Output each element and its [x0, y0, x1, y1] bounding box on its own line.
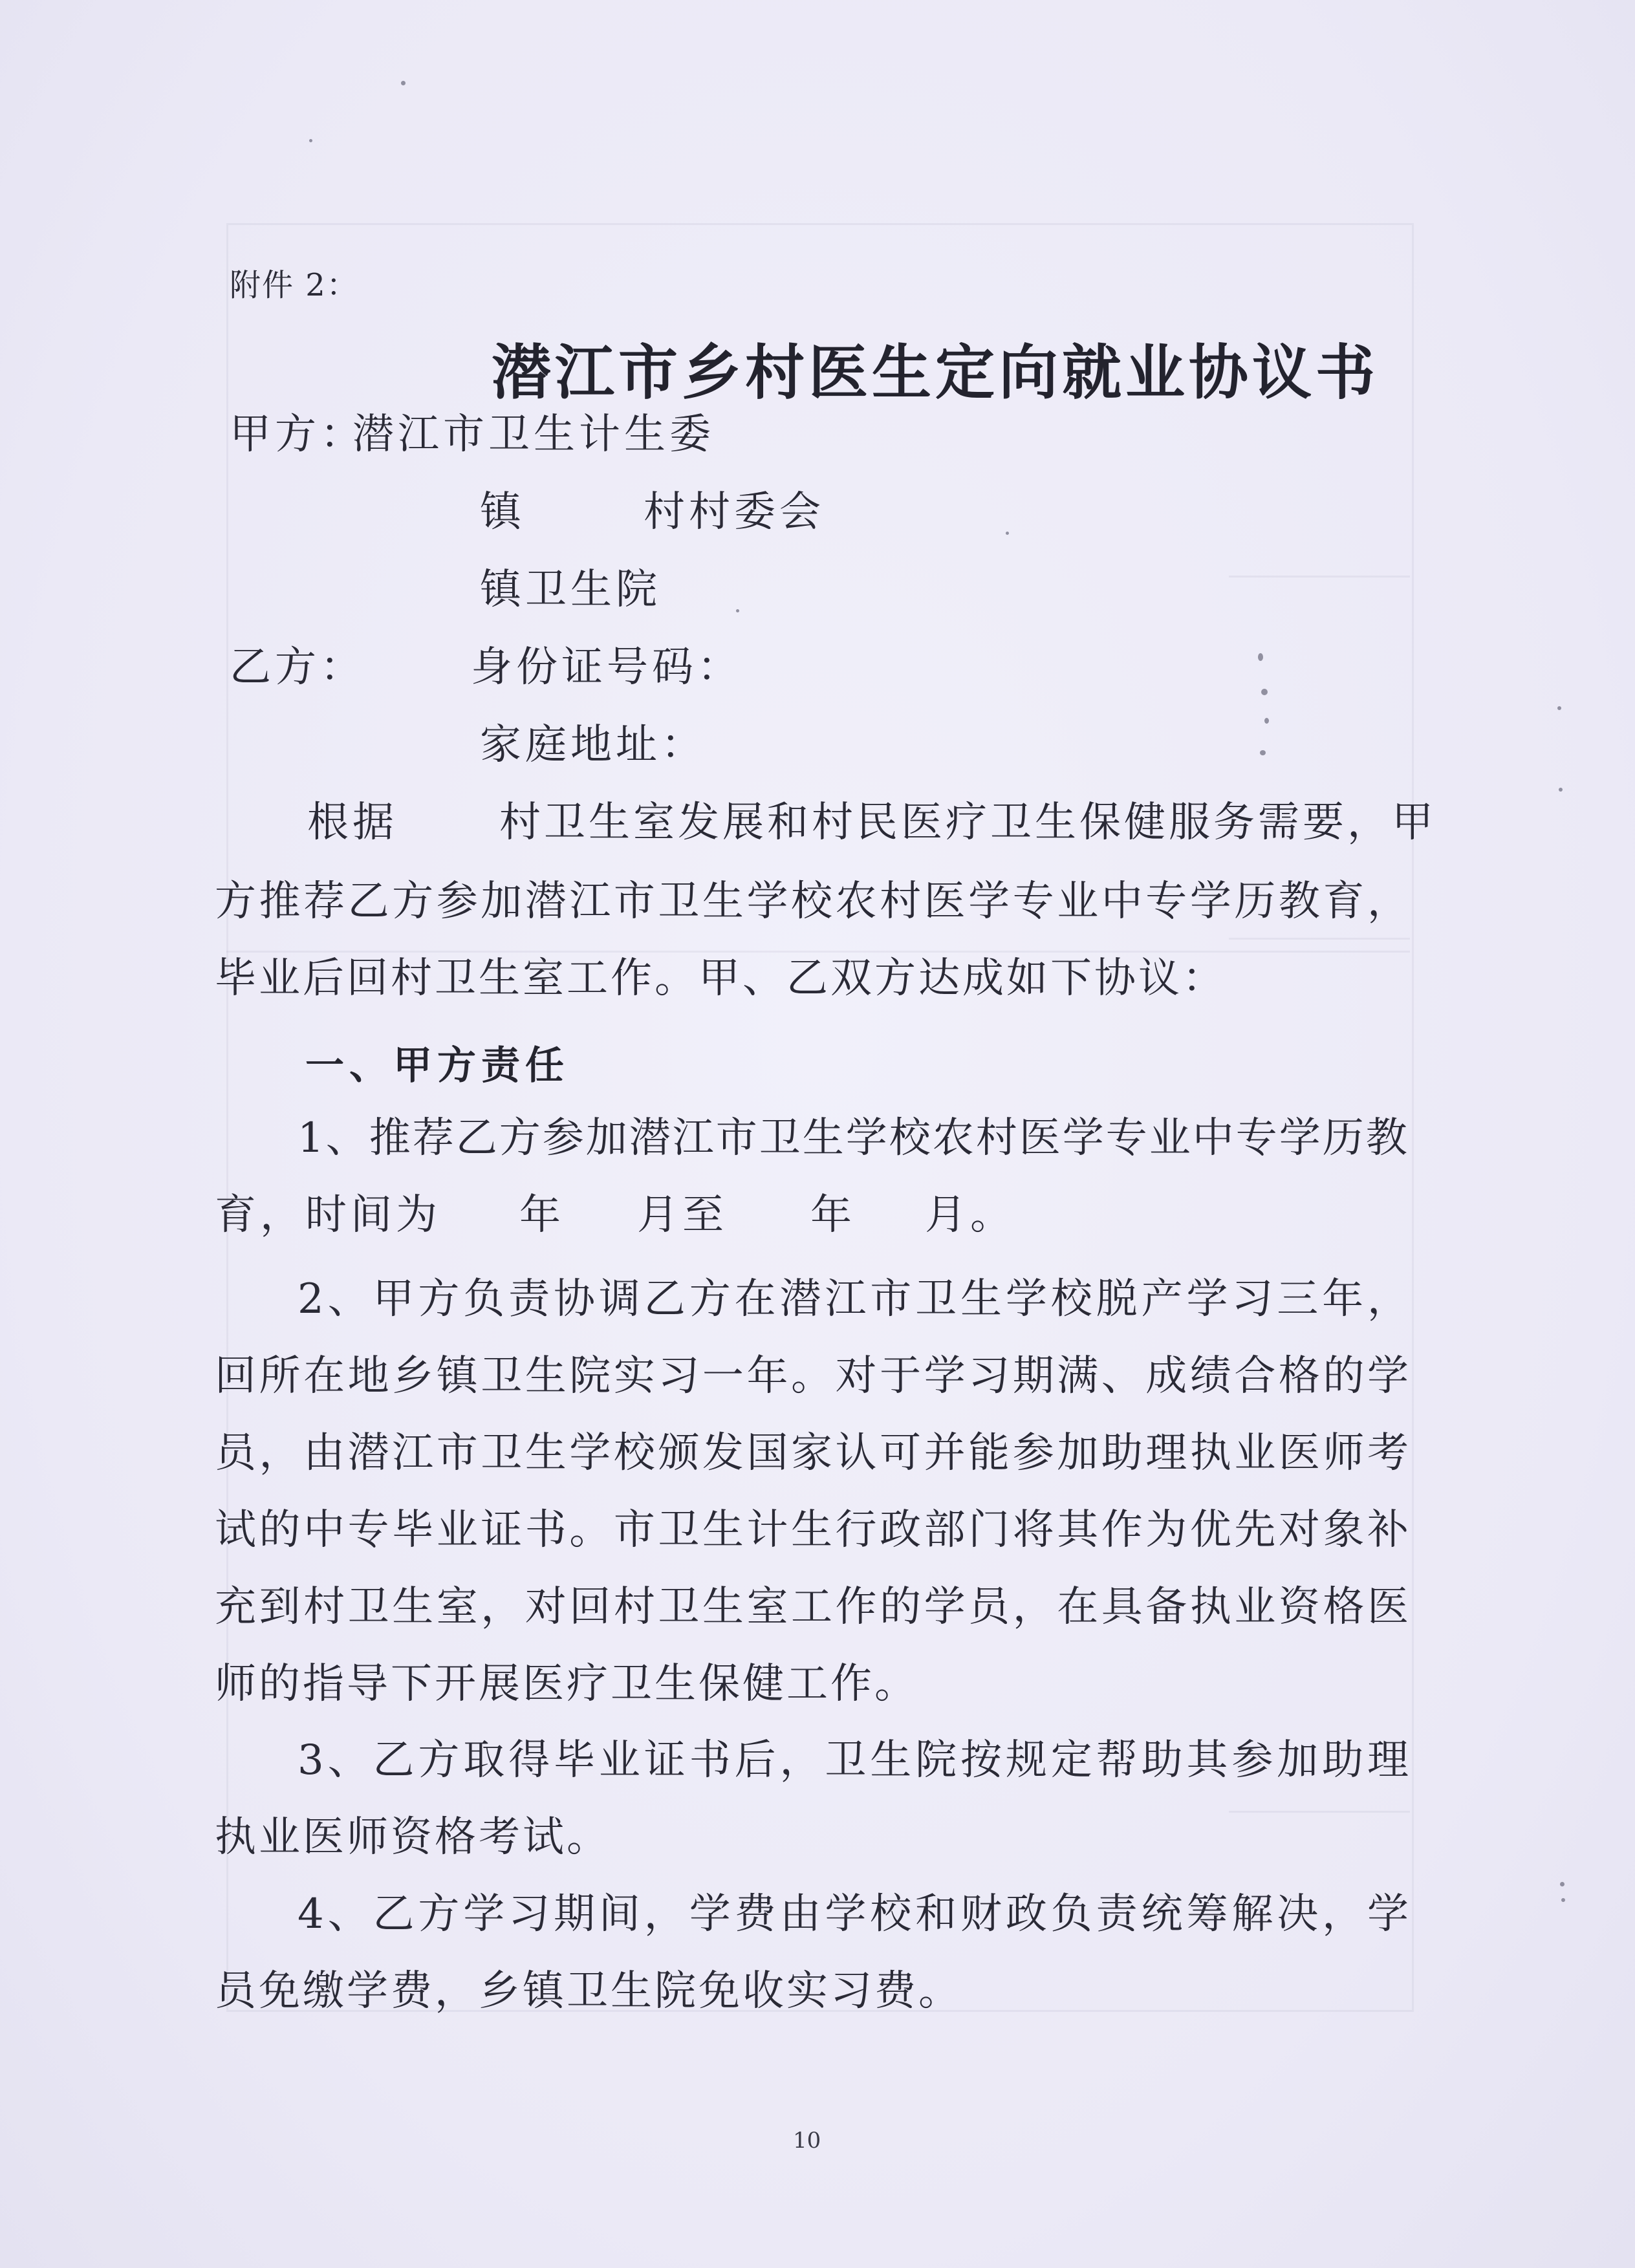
- bleed-through-rule: [1229, 576, 1410, 578]
- scan-speck: [309, 139, 312, 142]
- scan-speck: [1561, 1898, 1565, 1902]
- scan-speck: [1258, 653, 1263, 661]
- scan-speck: [1560, 1882, 1565, 1886]
- scan-speck: [1264, 718, 1269, 724]
- scan-speck: [736, 609, 739, 612]
- clause-4-paragraph: 4、乙方学习期间，学费由学校和财政负责统筹解决，学员免缴学费，乡镇卫生院免收实习费。: [215, 1890, 1411, 2015]
- party-a-label: 甲方：: [230, 411, 365, 459]
- preamble-line1: 村卫生室发展和村民医疗卫生保健服务需要，甲: [499, 799, 1436, 847]
- clause-1-duration-prefix: 育，时间为: [215, 1191, 441, 1239]
- town-hospital: 镇卫生院: [480, 566, 661, 614]
- clause-3-paragraph: 3、乙方取得毕业证书后，卫生院按规定帮助其参加助理执业医师资格考试。: [215, 1736, 1411, 1861]
- clause-1-line1: 1、推荐乙方参加潜江市卫生学校农村医学专业中专学历教: [298, 1114, 1409, 1162]
- scan-speck: [1260, 750, 1266, 755]
- scan-speck: [401, 81, 406, 85]
- section-heading-party-a-duties: 一、甲方责任: [305, 1043, 569, 1088]
- clause-1-year-label-2: 年: [810, 1191, 856, 1239]
- clause-2-paragraph: 2、甲方负责协调乙方在潜江市卫生学校脱产学习三年，回所在地乡镇卫生院实习一年。对于学习期满、成绩合格的学员，由潜江市卫生学校颁发国家认可并能参加助理执业医师考试的中专毕业证书。市卫生计生行政部门将其作为优先对象补充到村卫生室，对回村卫生室工作的学员，在具备执业资格医师的指导下开展医疗卫生保健工作。: [215, 1275, 1411, 1708]
- clause-1-month-to-label: 月至: [637, 1191, 728, 1239]
- scan-speck: [1261, 689, 1268, 695]
- scan-speck: [1006, 532, 1009, 535]
- attachment-label: 附件 2：: [230, 267, 359, 303]
- document-title: 潜江市乡村医生定向就业协议书: [492, 338, 1380, 407]
- party-b-label: 乙方：: [230, 643, 365, 691]
- scan-speck: [1557, 706, 1561, 710]
- clause-1-month-end-label: 月。: [925, 1191, 1015, 1239]
- page-number: 10: [793, 2128, 821, 2154]
- preamble-lead: 根据: [307, 799, 398, 847]
- id-number-label: 身份证号码：: [471, 643, 742, 691]
- clause-1-year-label: 年: [519, 1191, 565, 1239]
- address-label: 家庭地址：: [480, 721, 706, 769]
- scan-speck: [1559, 788, 1563, 792]
- party-a-name: 潜江市卫生计生委: [352, 411, 715, 459]
- preamble-paragraph: 方推荐乙方参加潜江市卫生学校农村医学专业中专学历教育，毕业后回村卫生室工作。甲、乙双方达成如下协议：: [215, 878, 1411, 1002]
- town-prefix: 镇: [480, 488, 525, 536]
- village-committee: 村村委会: [644, 488, 825, 536]
